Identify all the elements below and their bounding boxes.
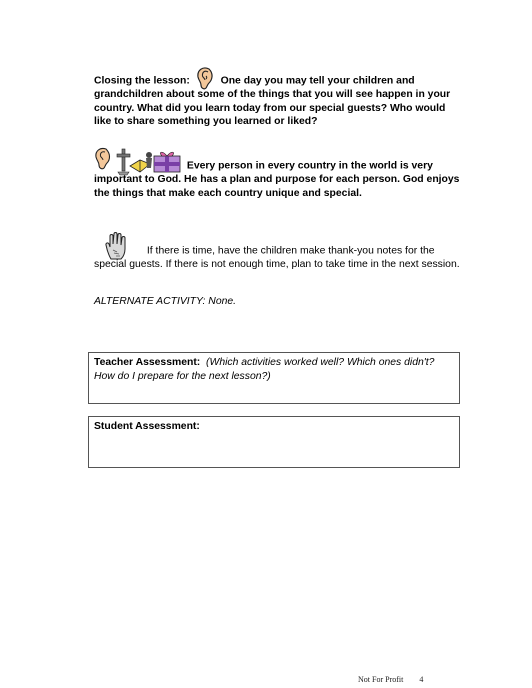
ear-icon xyxy=(195,66,215,90)
alternate-activity: ALTERNATE ACTIVITY: None. xyxy=(94,296,237,307)
every-person-text: Every person in every country in the world is very important to God. He has a plan and purpose for each person. God enjoys the things that make each country unique and special. xyxy=(94,160,460,199)
thank-you-paragraph xyxy=(94,232,464,272)
teacher-assessment-box xyxy=(88,352,460,404)
teacher-assessment-label: Teacher Assessment: xyxy=(94,357,201,368)
thank-you-text: If there is time, have the children make thank-you notes for the special guests. If there is not enough time, plan to take time in the next session. xyxy=(94,245,460,270)
hand-icon xyxy=(104,232,130,260)
student-assessment-label: Student Assessment: xyxy=(94,421,200,432)
student-assessment-box xyxy=(88,416,460,468)
closing-paragraph xyxy=(94,66,464,129)
ear-cross-book-gift-icon xyxy=(94,146,182,176)
every-person-paragraph xyxy=(94,146,464,200)
closing-heading: Closing the lesson: xyxy=(94,75,190,87)
footer-text: Not For Profit xyxy=(358,675,404,684)
teacher-assessment-prompt: (Which activities worked well? Which ones didn't? How do I prepare for the next lesson?) xyxy=(94,357,435,382)
page-footer xyxy=(358,675,423,684)
closing-text: One day you may tell your children and grandchildren about some of the things that you will see happen in your country. What did you learn today from our special guests? Who would like to share something you learned or liked? xyxy=(94,75,451,128)
page-number: 4 xyxy=(419,675,424,684)
